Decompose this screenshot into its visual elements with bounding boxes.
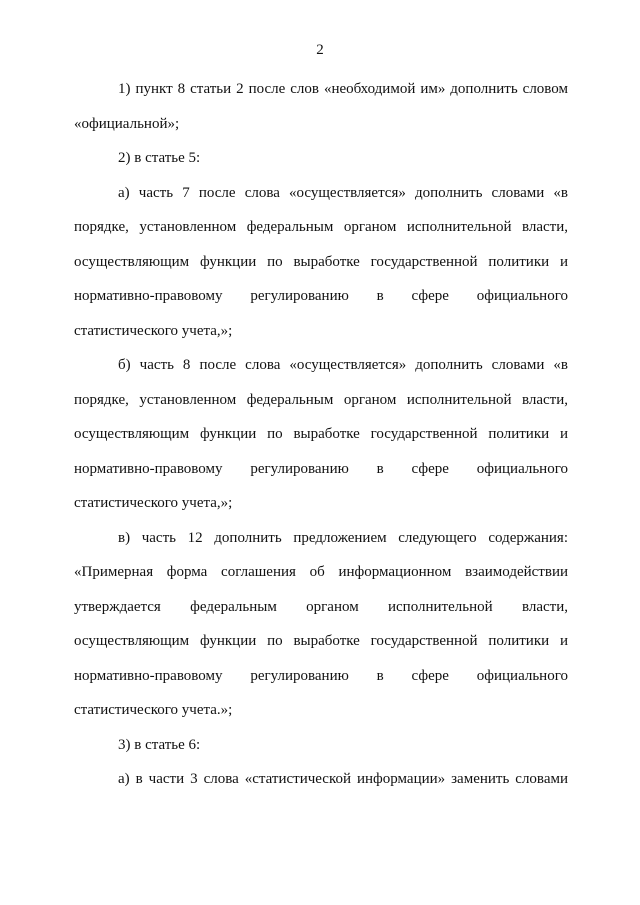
- document-body: [74, 72, 568, 797]
- page-number: 2: [316, 42, 324, 58]
- paragraph-article-5-part-12: в) часть 12 дополнить предложением следующего содержания: «Примерная форма соглашения об информационном взаимодействии утверждается федеральным органом исполнительной власти, осуществляющим функции по выработке государственной политики и нормативно-правовому регулированию в сфере официального статистического учета.»;: [74, 529, 568, 718]
- paragraph-article-6-part-3: а) в части 3 слова «статистической информации» заменить словами: [118, 771, 568, 787]
- paragraph-article-5-part-7: а) часть 7 после слова «осуществляется» дополнить словами «в порядке, установленном федеральным органом исполнительной власти, осуществляющим функции по выработке государственной политики и нормативно-правовому регулированию в сфере официального статистического учета,»;: [74, 184, 568, 339]
- paragraph-article-5-part-8: б) часть 8 после слова «осуществляется» дополнить словами «в порядке, установленном федеральным органом исполнительной власти, осуществляющим функции по выработке государственной политики и нормативно-правовому регулированию в сфере официального статистического учета,»;: [74, 357, 568, 511]
- paragraph-article-6-heading: 3) в статье 6:: [118, 736, 201, 753]
- paragraph-item-1-point-8: 1) пункт 8 статьи 2 после слов «необходимой им» дополнить словом «официальной»;: [74, 81, 568, 132]
- paragraph-article-5-heading: 2) в статье 5:: [118, 150, 201, 166]
